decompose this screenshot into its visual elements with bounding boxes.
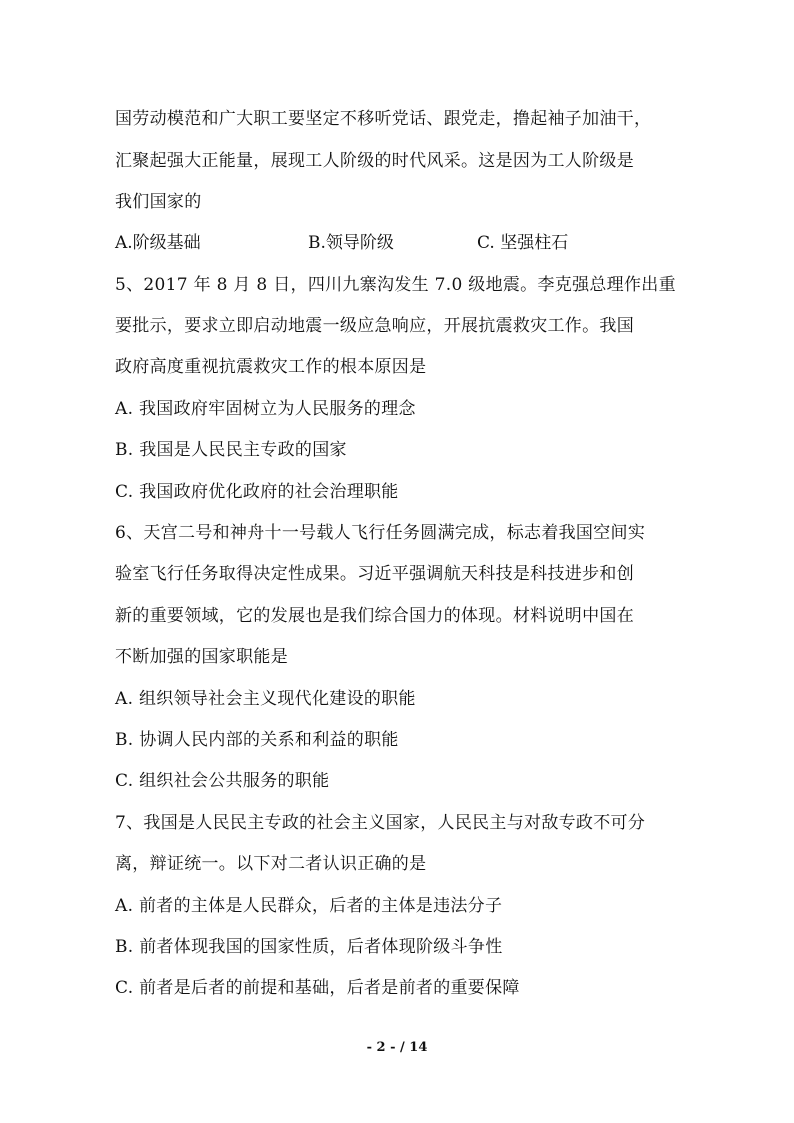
q4-option-a: A.阶级基础	[115, 233, 201, 253]
q6-stem-line-2: 验室飞行任务取得决定性成果。习近平强调航天科技是科技进步和创	[115, 564, 634, 584]
q4-options-row	[115, 232, 615, 254]
q7-option-c: C. 前者是后者的前提和基础，后者是前者的重要保障	[115, 978, 520, 998]
q4-stem-line-1: 国劳动模范和广大职工要坚定不移听党话、跟党走，撸起袖子加油干，	[115, 109, 652, 129]
q6-option-c: C. 组织社会公共服务的职能	[115, 771, 330, 791]
q5-option-a: A. 我国政府牢固树立为人民服务的理念	[115, 399, 416, 419]
q5-stem-line-1: 5、2017 年 8 月 8 日，四川九寨沟发生 7.0 级地震。李克强总理作出重	[115, 275, 676, 295]
q6-stem-line-1: 6、天宫二号和神舟十一号载人飞行任务圆满完成，标志着我国空间实	[115, 523, 646, 543]
q6-stem-line-4: 不断加强的国家职能是	[115, 647, 288, 667]
q7-stem-line-1: 7、我国是人民民主专政的社会主义国家，人民民主与对敌专政不可分	[115, 813, 646, 833]
q7-option-a: A. 前者的主体是人民群众，后者的主体是违法分子	[115, 896, 503, 916]
q6-stem-line-3: 新的重要领域，它的发展也是我们综合国力的体现。材料说明中国在	[115, 606, 634, 626]
q5-option-b: B. 我国是人民民主专政的国家	[115, 440, 347, 460]
q4-stem-line-3: 我们国家的	[115, 192, 202, 212]
q5-option-c: C. 我国政府优化政府的社会治理职能	[115, 482, 399, 502]
q7-stem-line-2: 离，辩证统一。以下对二者认识正确的是	[115, 854, 427, 874]
q5-stem-line-2: 要批示，要求立即启动地震一级应急响应，开展抗震救灾工作。我国	[115, 316, 634, 336]
q6-option-a: A. 组织领导社会主义现代化建设的职能	[115, 689, 416, 709]
q6-option-b: B. 协调人民内部的关系和利益的职能	[115, 730, 399, 750]
q7-option-b: B. 前者体现我国的国家性质，后者体现阶级斗争性	[115, 937, 503, 957]
q4-stem-line-2: 汇聚起强大正能量，展现工人阶级的时代风采。这是因为工人阶级是	[115, 151, 634, 171]
q4-option-c: C. 坚强柱石	[477, 233, 569, 253]
q4-option-b: B.领导阶级	[308, 233, 394, 253]
page-number: - 2 - / 14	[366, 1040, 428, 1055]
q5-stem-line-3: 政府高度重视抗震救灾工作的根本原因是	[115, 357, 427, 377]
